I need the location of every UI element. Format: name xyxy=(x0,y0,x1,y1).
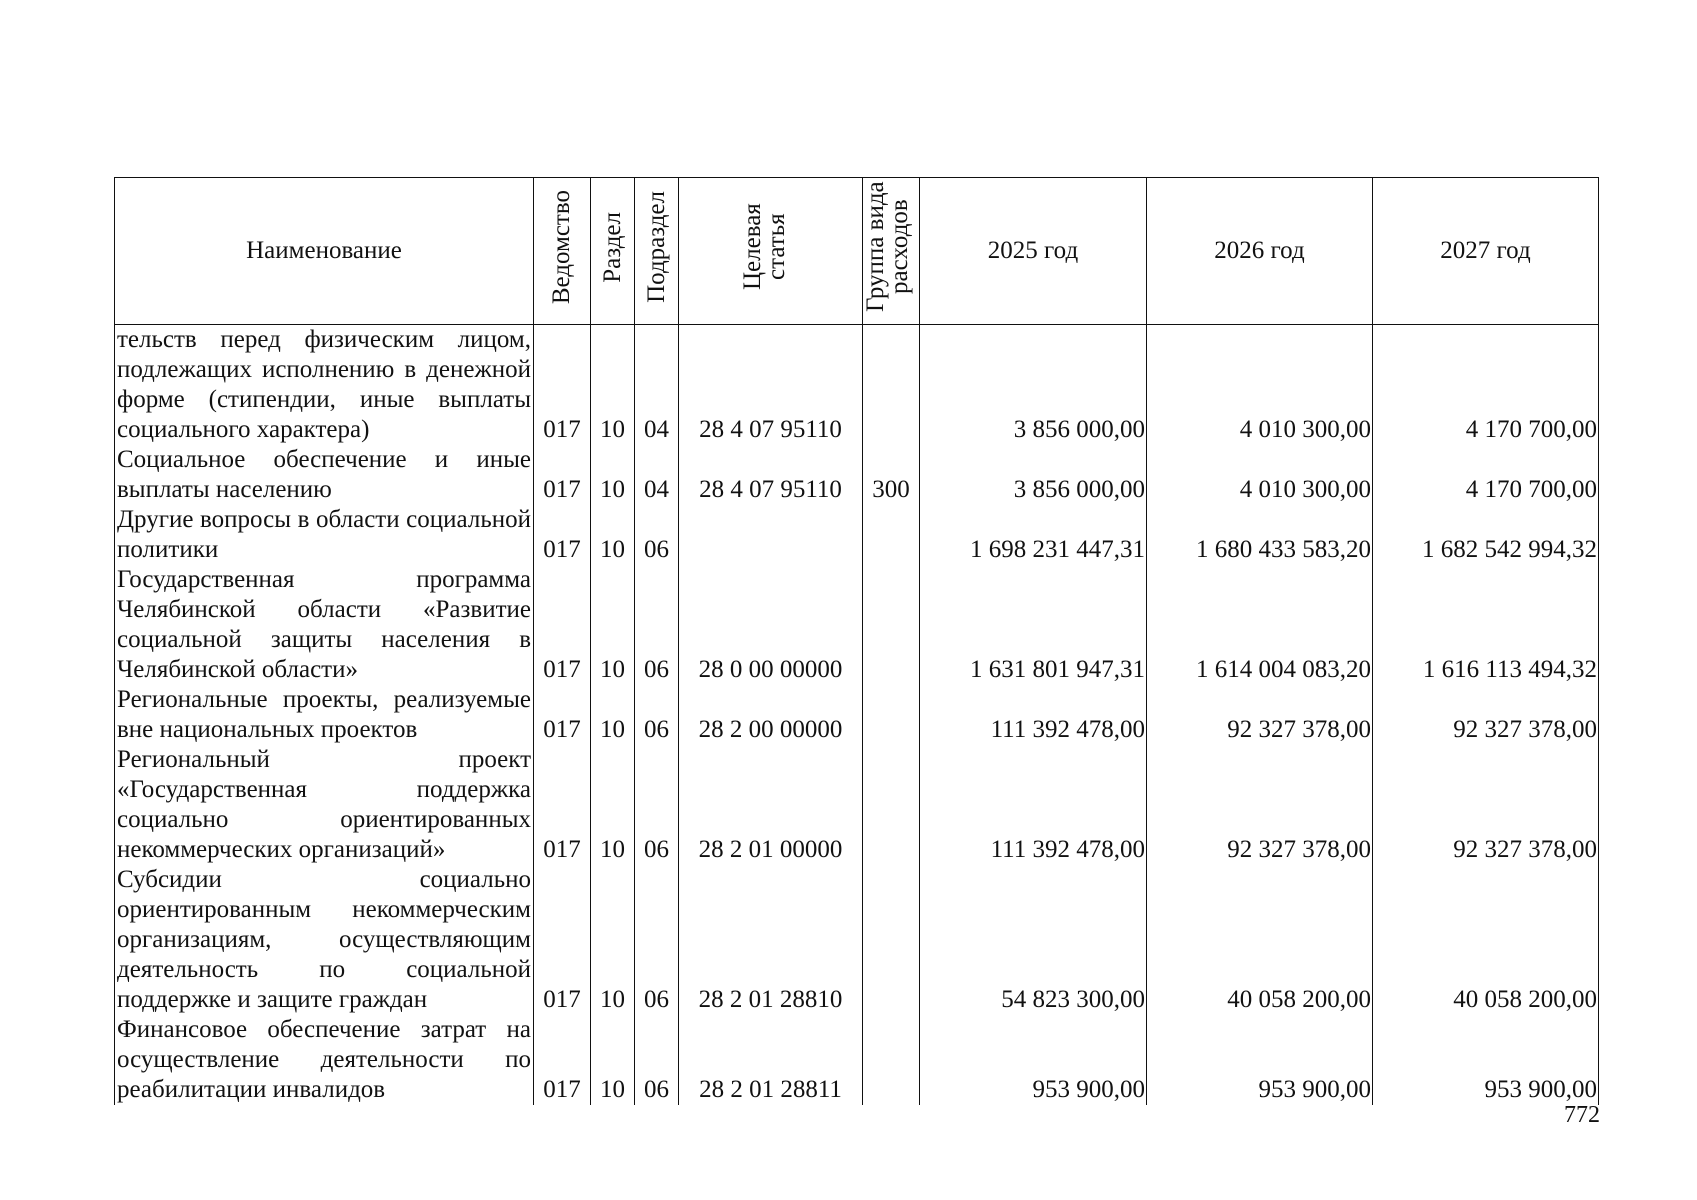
row-amount-2025: 3 856 000,00 xyxy=(920,445,1147,505)
table-row xyxy=(115,745,1599,865)
row-department: 017 xyxy=(534,445,591,505)
row-target-article: 28 2 01 00000 xyxy=(679,745,863,865)
row-target-article: 28 0 00 00000 xyxy=(679,565,863,685)
row-expense-group xyxy=(863,685,920,745)
row-name: Региональный проект «Государственная поддержка социально ориентированных некоммерческих организаций» xyxy=(115,745,534,865)
row-amount-2027: 40 058 200,00 xyxy=(1373,865,1599,1015)
row-name: Финансовое обеспечение затрат на осуществление деятельности по реабилитации инвалидов xyxy=(115,1015,534,1105)
header-name: Наименование xyxy=(115,178,534,325)
row-department: 017 xyxy=(534,745,591,865)
row-section: 10 xyxy=(591,685,635,745)
budget-table xyxy=(114,177,1599,1105)
header-year-2026: 2026 год xyxy=(1147,178,1373,325)
row-amount-2027: 92 327 378,00 xyxy=(1373,685,1599,745)
row-amount-2025: 1 631 801 947,31 xyxy=(920,565,1147,685)
row-amount-2027: 4 170 700,00 xyxy=(1373,445,1599,505)
header-section: Раздел xyxy=(591,178,635,325)
header-expense-group: Группа вида расходов xyxy=(863,178,920,325)
row-section: 10 xyxy=(591,1015,635,1105)
row-section: 10 xyxy=(591,865,635,1015)
row-amount-2026: 4 010 300,00 xyxy=(1147,325,1373,446)
table-row xyxy=(115,685,1599,745)
row-name: Другие вопросы в области социальной политики xyxy=(115,505,534,565)
row-subsection: 06 xyxy=(635,685,679,745)
row-subsection: 04 xyxy=(635,325,679,446)
row-name: Социальное обеспечение и иные выплаты населению xyxy=(115,445,534,505)
row-amount-2026: 92 327 378,00 xyxy=(1147,745,1373,865)
table-header-row xyxy=(115,178,1599,325)
row-expense-group xyxy=(863,565,920,685)
row-subsection: 06 xyxy=(635,745,679,865)
row-section: 10 xyxy=(591,325,635,446)
row-expense-group: 300 xyxy=(863,445,920,505)
table-row xyxy=(115,445,1599,505)
table-row xyxy=(115,1015,1599,1105)
row-amount-2025: 111 392 478,00 xyxy=(920,685,1147,745)
table-row xyxy=(115,865,1599,1015)
row-department: 017 xyxy=(534,565,591,685)
row-subsection: 06 xyxy=(635,865,679,1015)
row-target-article: 28 2 01 28810 xyxy=(679,865,863,1015)
row-subsection: 06 xyxy=(635,565,679,685)
row-expense-group xyxy=(863,745,920,865)
row-target-article: 28 2 01 28811 xyxy=(679,1015,863,1105)
row-amount-2026: 92 327 378,00 xyxy=(1147,685,1373,745)
row-expense-group xyxy=(863,505,920,565)
page-number: 772 xyxy=(1564,1102,1600,1128)
row-section: 10 xyxy=(591,505,635,565)
row-amount-2027: 4 170 700,00 xyxy=(1373,325,1599,446)
row-target-article: 28 2 00 00000 xyxy=(679,685,863,745)
table-body xyxy=(115,325,1599,1106)
row-expense-group xyxy=(863,865,920,1015)
row-department: 017 xyxy=(534,325,591,446)
row-target-article: 28 4 07 95110 xyxy=(679,445,863,505)
row-department: 017 xyxy=(534,505,591,565)
row-section: 10 xyxy=(591,565,635,685)
row-target-article: 28 4 07 95110 xyxy=(679,325,863,446)
row-department: 017 xyxy=(534,865,591,1015)
row-department: 017 xyxy=(534,685,591,745)
table-row xyxy=(115,505,1599,565)
row-expense-group xyxy=(863,325,920,446)
row-amount-2027: 1 682 542 994,32 xyxy=(1373,505,1599,565)
table-row xyxy=(115,325,1599,446)
row-department: 017 xyxy=(534,1015,591,1105)
row-amount-2025: 111 392 478,00 xyxy=(920,745,1147,865)
row-amount-2026: 40 058 200,00 xyxy=(1147,865,1373,1015)
table-row xyxy=(115,565,1599,685)
row-amount-2027: 1 616 113 494,32 xyxy=(1373,565,1599,685)
row-name: Субсидии социально ориентированным некоммерческим организациям, осуществляющим деятельность по социальной поддержке и защите граждан xyxy=(115,865,534,1015)
row-amount-2026: 953 900,00 xyxy=(1147,1015,1373,1105)
row-section: 10 xyxy=(591,745,635,865)
row-section: 10 xyxy=(591,445,635,505)
row-amount-2027: 953 900,00 xyxy=(1373,1015,1599,1105)
row-amount-2025: 3 856 000,00 xyxy=(920,325,1147,446)
row-amount-2027: 92 327 378,00 xyxy=(1373,745,1599,865)
header-department: Ведомство xyxy=(534,178,591,325)
row-subsection: 06 xyxy=(635,1015,679,1105)
header-subsection: Подраздел xyxy=(635,178,679,325)
header-target-article: Целевая статья xyxy=(679,178,863,325)
row-expense-group xyxy=(863,1015,920,1105)
row-amount-2026: 4 010 300,00 xyxy=(1147,445,1373,505)
row-amount-2026: 1 614 004 083,20 xyxy=(1147,565,1373,685)
row-amount-2026: 1 680 433 583,20 xyxy=(1147,505,1373,565)
row-amount-2025: 953 900,00 xyxy=(920,1015,1147,1105)
row-name: тельств перед физическим лицом, подлежащих исполнению в денежной форме (стипендии, иные выплаты социального характера) xyxy=(115,325,534,446)
row-subsection: 06 xyxy=(635,505,679,565)
header-year-2025: 2025 год xyxy=(920,178,1147,325)
row-name: Региональные проекты, реализуемые вне национальных проектов xyxy=(115,685,534,745)
row-amount-2025: 1 698 231 447,31 xyxy=(920,505,1147,565)
header-year-2027: 2027 год xyxy=(1373,178,1599,325)
row-target-article xyxy=(679,505,863,565)
row-subsection: 04 xyxy=(635,445,679,505)
row-amount-2025: 54 823 300,00 xyxy=(920,865,1147,1015)
row-name: Государственная программа Челябинской области «Развитие социальной защиты населения в Челябинской области» xyxy=(115,565,534,685)
